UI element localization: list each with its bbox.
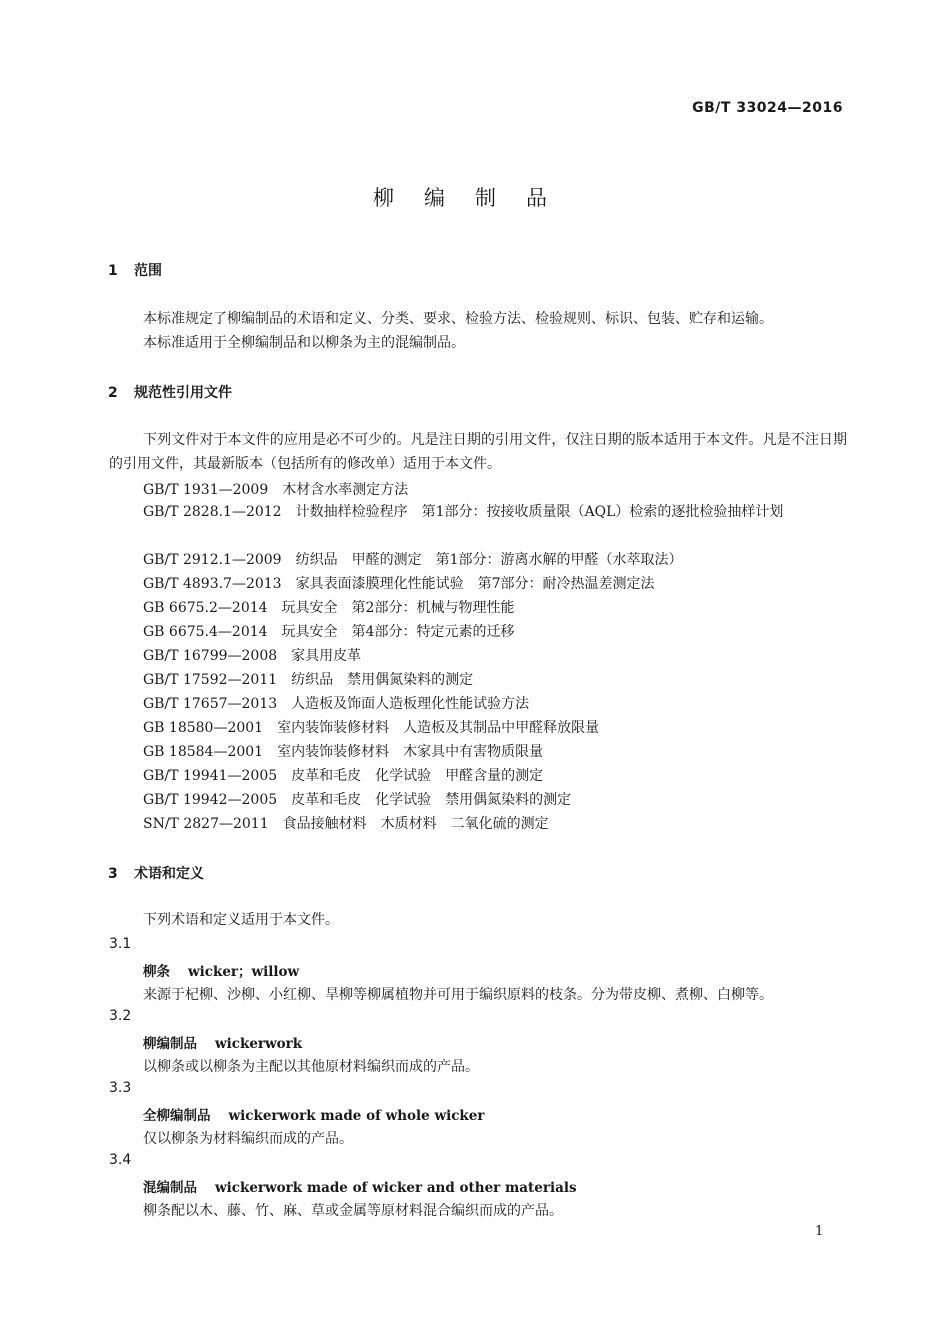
section-3-heading	[108, 863, 204, 883]
section-number: 1	[108, 263, 118, 279]
term-number: 3.4	[109, 1152, 132, 1168]
standard-code: GB/T 33024—2016	[692, 100, 843, 116]
term-definition: 来源于杞柳、沙柳、小红柳、旱柳等柳属植物并可用于编织原料的枝条。分为带皮柳、煮柳、白柳等。	[143, 987, 773, 1003]
term-number: 3.1	[109, 936, 132, 952]
paragraph: 本标准规定了柳编制品的术语和定义、分类、要求、检验方法、检验规则、标识、包装、贮存和运输。	[143, 311, 773, 327]
paragraph: 本标准适用于全柳编制品和以柳条为主的混编制品。	[143, 335, 465, 351]
section-title: 规范性引用文件	[134, 385, 232, 401]
reference-item: SN/T 2827—2011 食品接触材料 木质材料 二氧化硫的测定	[143, 816, 549, 832]
page-number: 1	[815, 1224, 824, 1239]
paragraph: 下列术语和定义适用于本文件。	[143, 912, 339, 928]
term-zh: 全柳编制品	[143, 1108, 211, 1124]
term-definition: 仅以柳条为材料编织而成的产品。	[143, 1131, 353, 1147]
section-number: 3	[108, 866, 118, 882]
term-en: wicker；willow	[188, 964, 300, 980]
section-2-heading	[108, 382, 232, 402]
reference-item: GB/T 2828.1—2012 计数抽样检验程序 第1部分：按接收质量限（AQL）检索的逐批检验抽样计划	[143, 504, 784, 520]
term-en: wickerwork made of whole wicker	[228, 1108, 485, 1124]
section-number: 2	[108, 385, 118, 401]
reference-item: GB/T 19942—2005 皮革和毛皮 化学试验 禁用偶氮染料的测定	[143, 792, 572, 808]
reference-item: GB 18580—2001 室内装饰装修材料 人造板及其制品中甲醛释放限量	[143, 720, 600, 736]
reference-item: GB 6675.2—2014 玩具安全 第2部分：机械与物理性能	[143, 600, 515, 616]
term-en: wickerwork made of wicker and other materials	[215, 1180, 577, 1196]
term-zh: 柳条	[143, 964, 170, 980]
reference-item: GB/T 2912.1—2009 纺织品 甲醛的测定 第1部分：游离水解的甲醛（水萃取法）	[143, 552, 683, 568]
term-heading	[143, 960, 299, 980]
term-heading	[143, 1176, 577, 1196]
reference-item: GB/T 4893.7—2013 家具表面漆膜理化性能试验 第7部分：耐冷热温差测定法	[143, 576, 655, 592]
section-title: 术语和定义	[134, 866, 204, 882]
term-en: wickerwork	[215, 1036, 303, 1052]
reference-item: GB/T 17592—2011 纺织品 禁用偶氮染料的测定	[143, 672, 474, 688]
term-heading	[143, 1032, 302, 1052]
reference-item: GB/T 19941—2005 皮革和毛皮 化学试验 甲醛含量的测定	[143, 768, 544, 784]
term-heading	[143, 1104, 484, 1124]
reference-item: GB/T 1931—2009 木材含水率测定方法	[143, 482, 409, 498]
section-title: 范围	[134, 263, 162, 279]
section-2-intro: 下列文件对于本文件的应用是必不可少的。凡是注日期的引用文件，仅注日期的版本适用于本文件。凡是不注日期的引用文件，其最新版本（包括所有的修改单）适用于本文件。	[109, 432, 847, 472]
reference-item: GB/T 17657—2013 人造板及饰面人造板理化性能试验方法	[143, 696, 530, 712]
term-definition: 柳条配以木、藤、竹、麻、草或金属等原材料混合编织而成的产品。	[143, 1203, 563, 1219]
reference-item: GB/T 16799—2008 家具用皮革	[143, 648, 362, 664]
term-zh: 柳编制品	[143, 1036, 197, 1052]
term-definition: 以柳条或以柳条为主配以其他原材料编织而成的产品。	[143, 1059, 479, 1075]
reference-item: GB 18584—2001 室内装饰装修材料 木家具中有害物质限量	[143, 744, 544, 760]
term-number: 3.2	[109, 1008, 132, 1024]
term-number: 3.3	[109, 1080, 132, 1096]
section-1-heading	[108, 260, 162, 280]
document-title: 柳编制品	[373, 186, 577, 210]
reference-item: GB 6675.4—2014 玩具安全 第4部分：特定元素的迁移	[143, 624, 515, 640]
term-zh: 混编制品	[143, 1180, 197, 1196]
